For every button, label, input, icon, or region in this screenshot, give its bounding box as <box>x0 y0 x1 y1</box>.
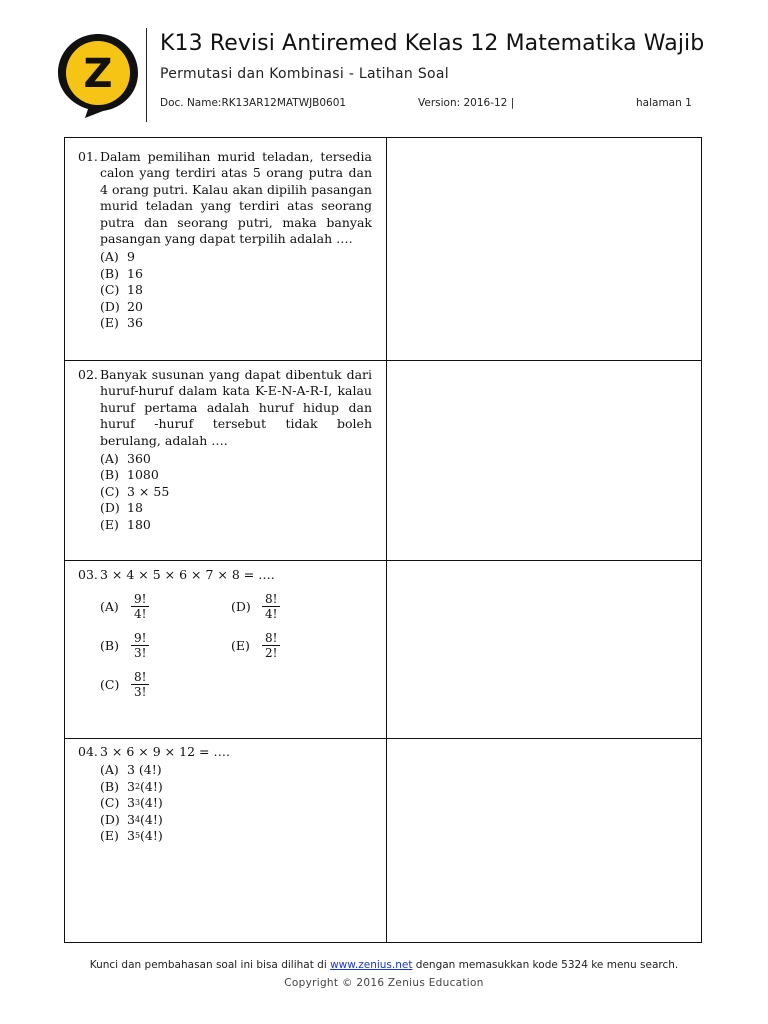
fraction: $\frac{8!}{2!}$ <box>262 631 280 660</box>
fraction: $\frac{8!}{3!}$ <box>131 670 149 699</box>
option-a: (A) 3 (4!) <box>100 762 162 778</box>
question-3 <box>78 567 372 583</box>
option-a: (A) 9 <box>100 249 135 265</box>
doc-name: Doc. Name:RK13AR12MATWJB0601 <box>160 97 347 109</box>
option-e: (E) 3 5 (4!) <box>100 827 163 843</box>
fraction: $\frac{9!}{3!}$ <box>131 631 149 660</box>
question-text: Dalam pemilihan murid teladan, tersedia calon yang terdiri atas 5 orang putra dan 4 orang putri. Kalau akan dipilih pasangan murid teladan yang terdiri atas seorang putra dan seorang putri, maka banyak pasangan yang dapat terpilih adalah …. <box>100 149 372 247</box>
fraction: $\frac{9!}{4!}$ <box>131 592 149 621</box>
doc-title: K13 Revisi Antiremed Kelas 12 Matematika Wajib <box>160 31 705 56</box>
question-text: Banyak susunan yang dapat dibentuk dari huruf-huruf dalam kata K-E-N-A-R-I, kalau huruf pertama adalah huruf hidup dan huruf -huruf tersebut tidak boleh berulang, adalah …. <box>100 367 372 448</box>
option-e: (E) 36 <box>100 315 143 330</box>
option-c: (C) 3 × 55 <box>100 483 170 499</box>
question-text: 3 × 6 × 9 × 12 = …. <box>100 744 230 759</box>
option-b: (B) 16 <box>100 265 143 281</box>
column-divider <box>386 138 387 942</box>
option-d: (D) 3 4 (4!) <box>100 811 163 827</box>
option-d: (D) $\frac{8!}{4!}$ <box>231 592 280 621</box>
question-number: 04. <box>78 744 98 759</box>
option-b: (B) 3 2 (4!) <box>100 778 163 794</box>
row-divider <box>65 560 701 561</box>
question-number: 02. <box>78 367 98 382</box>
question-2 <box>78 367 372 533</box>
doc-subtitle: Permutasi dan Kombinasi - Latihan Soal <box>160 66 449 82</box>
footer-note: Kunci dan pembahasan soal ini bisa dilihat di www.zenius.net dengan memasukkan kode 5324 ke menu search. <box>89 959 679 971</box>
doc-version: Version: 2016-12 | <box>418 97 515 109</box>
question-number: 03. <box>78 567 98 582</box>
question-number: 01. <box>78 149 98 164</box>
page-number: halaman 1 <box>636 97 692 109</box>
zenius-link[interactable]: www.zenius.net <box>330 959 413 971</box>
header-divider <box>146 28 147 122</box>
svg-text:Z: Z <box>83 51 113 97</box>
option-e: (E) 180 <box>100 516 151 532</box>
option-a: (A) $\frac{9!}{4!}$ <box>100 592 149 621</box>
option-c: (C) $\frac{8!}{3!}$ <box>100 670 149 699</box>
option-c: (C) 3 3 (4!) <box>100 795 163 811</box>
option-b: (B) $\frac{9!}{3!}$ <box>100 631 149 660</box>
question-text: 3 × 4 × 5 × 6 × 7 × 8 = …. <box>100 567 275 582</box>
zenius-logo <box>55 31 141 119</box>
question-4 <box>78 744 372 844</box>
option-b: (B) 1080 <box>100 467 159 483</box>
option-e: (E) $\frac{8!}{2!}$ <box>231 631 280 660</box>
question-1 <box>78 149 372 331</box>
option-a: (A) 360 <box>100 451 151 467</box>
option-d: (D) 18 <box>100 500 143 516</box>
row-divider <box>65 738 701 739</box>
row-divider <box>65 360 701 361</box>
copyright: Copyright © 2016 Zenius Education <box>284 977 484 989</box>
fraction: $\frac{8!}{4!}$ <box>262 592 280 621</box>
option-c: (C) 18 <box>100 282 143 298</box>
option-d: (D) 20 <box>100 298 143 314</box>
